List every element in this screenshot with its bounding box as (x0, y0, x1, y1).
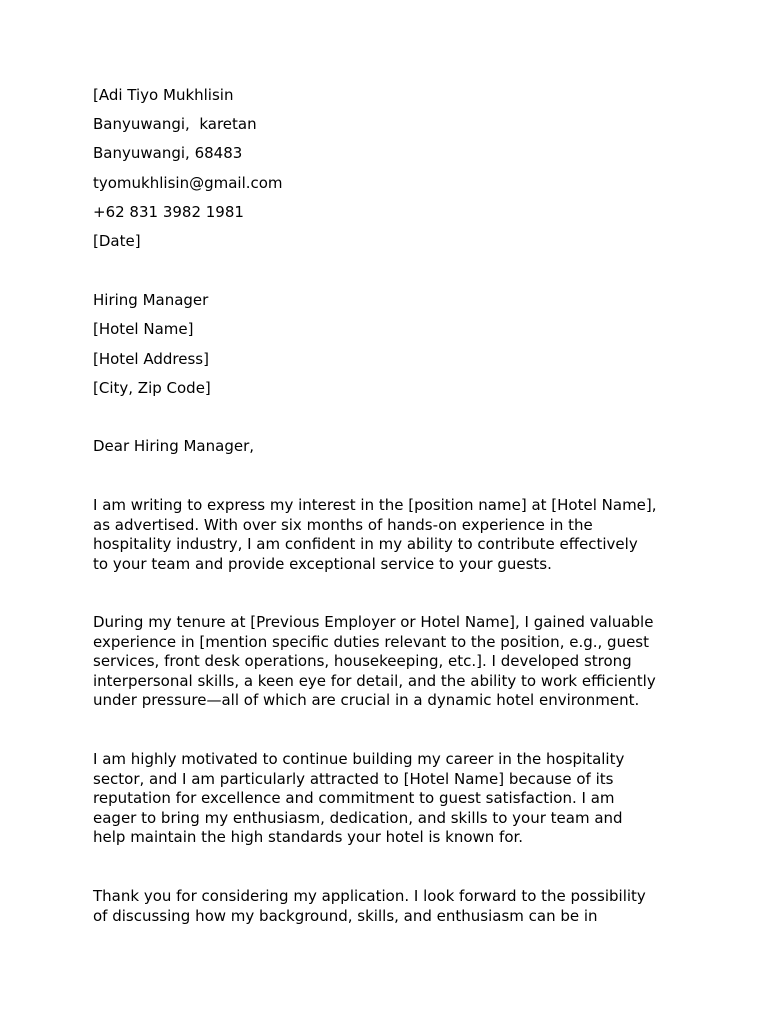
paragraph-line: reputation for excellence and commitment to guest satisfaction. I am (93, 789, 615, 808)
paragraph-line: hospitality industry, I am confident in my ability to contribute effectively (93, 535, 638, 554)
paragraph-line: During my tenure at [Previous Employer or Hotel Name], I gained valuable (93, 613, 654, 631)
recipient-hotel-name: [Hotel Name] (93, 320, 194, 338)
paragraph-line: Thank you for considering my application. I look forward to the possibility (93, 887, 646, 905)
sender-address-line1: Banyuwangi, karetan (93, 115, 257, 133)
paragraph-line: help maintain the high standards your hotel is known for. (93, 828, 524, 847)
paragraph-line: services, front desk operations, housekeeping, etc.]. I developed strong (93, 652, 632, 671)
recipient-city-zip: [City, Zip Code] (93, 379, 211, 397)
paragraph-line: of discussing how my background, skills, and enthusiasm can be in (93, 906, 598, 925)
sender-phone: +62 831 3982 1981 (93, 203, 244, 221)
sender-name: [Adi Tiyo Mukhlisin (93, 86, 234, 104)
body-paragraph-4 (93, 887, 693, 926)
body-paragraph-3 (93, 750, 693, 848)
body-paragraph-2 (93, 613, 693, 711)
paragraph-line: to your team and provide exceptional service to your guests. (93, 554, 552, 573)
paragraph-line: sector, and I am particularly attracted to [Hotel Name] because of its (93, 769, 614, 788)
letter-date: [Date] (93, 232, 141, 250)
body-paragraph-1 (93, 496, 693, 574)
paragraph-line: as advertised. With over six months of hands-on experience in the (93, 515, 593, 534)
salutation: Dear Hiring Manager, (93, 437, 255, 455)
sender-email: tyomukhlisin@gmail.com (93, 174, 283, 192)
recipient-hotel-address: [Hotel Address] (93, 350, 209, 368)
sender-address-line2: Banyuwangi, 68483 (93, 144, 243, 162)
paragraph-line: interpersonal skills, a keen eye for detail, and the ability to work efficiently (93, 671, 656, 690)
paragraph-line: eager to bring my enthusiasm, dedication, and skills to your team and (93, 808, 623, 827)
paragraph-line: I am writing to express my interest in the [position name] at [Hotel Name], (93, 496, 657, 514)
paragraph-line: experience in [mention specific duties relevant to the position, e.g., guest (93, 632, 650, 651)
recipient-title: Hiring Manager (93, 291, 209, 309)
paragraph-line: under pressure—all of which are crucial in a dynamic hotel environment. (93, 691, 640, 710)
paragraph-line: I am highly motivated to continue building my career in the hospitality (93, 750, 625, 768)
